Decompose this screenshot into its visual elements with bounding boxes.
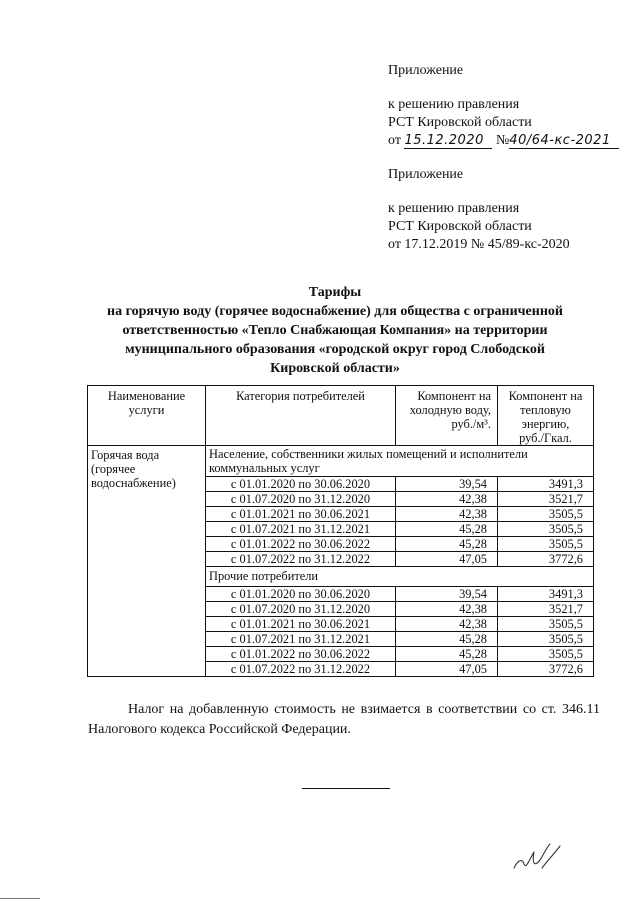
period-cell: с 01.07.2020 по 31.12.2020 (206, 492, 396, 507)
period-cell: с 01.07.2022 по 31.12.2022 (206, 662, 396, 677)
heat-value: 3772,6 (498, 662, 594, 677)
closing-divider (302, 788, 390, 789)
heat-value: 3491,3 (498, 587, 594, 602)
cold-value: 45,28 (396, 537, 498, 552)
heading-title: Тарифы (308, 285, 362, 300)
heat-value: 3505,5 (498, 632, 594, 647)
heat-value: 3505,5 (498, 507, 594, 522)
period-cell: с 01.01.2021 по 30.06.2021 (206, 617, 396, 632)
header-category: Категория потребителей (206, 386, 396, 446)
heading-line: на горячую воду (горячее водоснабжение) для общества с ограниченной (107, 304, 563, 319)
group-name-other: Прочие потребители (206, 567, 594, 587)
cold-value: 42,38 (396, 507, 498, 522)
appendix-new-line2: РСТ Кировской области (388, 115, 532, 130)
cold-value: 47,05 (396, 552, 498, 567)
period-cell: с 01.01.2021 по 30.06.2021 (206, 507, 396, 522)
period-cell: с 01.01.2020 по 30.06.2020 (206, 587, 396, 602)
heat-value: 3491,3 (498, 477, 594, 492)
period-cell: с 01.07.2021 по 31.12.2021 (206, 522, 396, 537)
period-cell: с 01.01.2020 по 30.06.2020 (206, 477, 396, 492)
heading-line: ответственностью «Тепло Снабжающая Компания» на территории (122, 323, 548, 338)
handwritten-number: 40/64-кс-2021 (509, 134, 619, 149)
heat-value: 3505,5 (498, 537, 594, 552)
heat-value: 3772,6 (498, 552, 594, 567)
appendix-old-line2: РСТ Кировской области (388, 219, 532, 234)
cold-value: 45,28 (396, 632, 498, 647)
table-row (88, 446, 594, 477)
margin-line (0, 898, 40, 899)
table-header-row (88, 386, 594, 446)
appendix-new-line1: к решению правления (388, 97, 520, 112)
cold-value: 42,38 (396, 617, 498, 632)
appendix-new-title: Приложение (388, 63, 464, 78)
tariff-table (87, 385, 594, 677)
period-cell: с 01.07.2021 по 31.12.2021 (206, 632, 396, 647)
signature-mark (510, 838, 566, 878)
heat-value: 3521,7 (498, 492, 594, 507)
group-name-population: Население, собственники жилых помещений и исполнители коммунальных услуг (206, 446, 594, 477)
heading-line: муниципального образования «городской округ город Слободской (125, 342, 545, 357)
cold-value: 42,38 (396, 492, 498, 507)
document-heading (80, 283, 590, 378)
appendix-old-line3: от 17.12.2019 № 45/89-кс-2020 (388, 237, 570, 252)
service-name-cell: Горячая вода (горячее водоснабжение) (88, 446, 206, 677)
period-cell: с 01.01.2022 по 30.06.2022 (206, 647, 396, 662)
heat-value: 3505,5 (498, 522, 594, 537)
period-cell: с 01.01.2022 по 30.06.2022 (206, 537, 396, 552)
appendix-old-title: Приложение (388, 167, 464, 182)
cold-value: 39,54 (396, 587, 498, 602)
cold-value: 45,28 (396, 522, 498, 537)
cold-value: 39,54 (396, 477, 498, 492)
heat-value: 3505,5 (498, 617, 594, 632)
appendix-old-line1: к решению правления (388, 201, 520, 216)
date-prefix: от (388, 133, 401, 148)
header-cold: Компонент на холодную воду, руб./м³. (396, 386, 498, 446)
header-service: Наименование услуги (88, 386, 206, 446)
period-cell: с 01.07.2020 по 31.12.2020 (206, 602, 396, 617)
heading-line: Кировской области» (270, 361, 400, 376)
cold-value: 45,28 (396, 647, 498, 662)
number-prefix: № (495, 133, 510, 148)
period-cell: с 01.07.2022 по 31.12.2022 (206, 552, 396, 567)
cold-value: 42,38 (396, 602, 498, 617)
appendix-new-date-line (388, 132, 619, 150)
cold-value: 47,05 (396, 662, 498, 677)
handwritten-date: 15.12.2020 (404, 134, 492, 149)
header-heat: Компонент на тепловую энергию, руб./Гкал. (498, 386, 594, 446)
heat-value: 3505,5 (498, 647, 594, 662)
heat-value: 3521,7 (498, 602, 594, 617)
tax-note: Налог на добавленную стоимость не взимается в соответствии со ст. 346.11 Налогового кодекса Российской Федерации. (88, 702, 600, 737)
